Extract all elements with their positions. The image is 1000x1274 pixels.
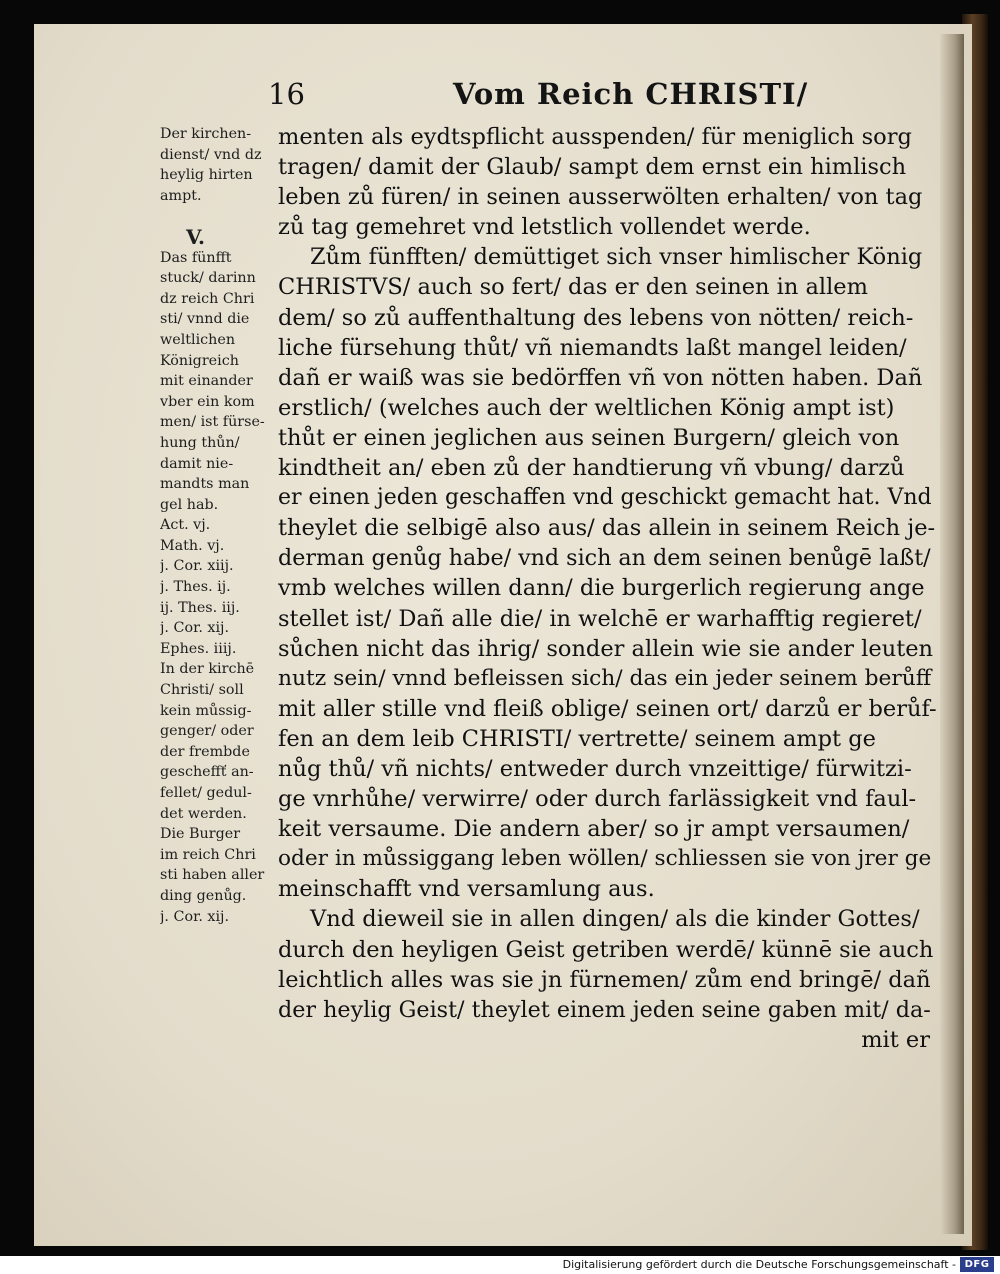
margin-note-line: vber ein kom <box>160 393 255 410</box>
text-line: thůt er einen jeglichen aus seinen Burgern/ gleich von <box>278 424 900 451</box>
text-line: leben zů füren/ in seinen ausserwölten erhalten/ von tag <box>278 184 923 211</box>
margin-note-line: det werden. <box>160 805 247 822</box>
margin-note-line: sti haben aller <box>160 867 265 884</box>
margin-note-line: dienst/ vnd dz <box>160 146 262 163</box>
running-title: Vom Reich CHRISTI/ <box>453 77 809 111</box>
margin-note-line: fellet/ gedul- <box>160 785 252 801</box>
text-line: leichtlich alles was sie jn fürnemen/ zům end bringē/ dañ <box>278 966 931 993</box>
margin-note-line: Die Burger <box>160 826 241 843</box>
margin-note-line: dz reich Chri <box>160 290 255 307</box>
margin-note-line: heylig hirten <box>160 167 253 184</box>
text-line: Zům fünfften/ demüttiget sich vnser himlischer König <box>310 244 923 271</box>
margin-note-line: weltlichen <box>160 331 236 348</box>
margin-note-line: damit nie- <box>160 455 234 472</box>
text-line: durch den heyligen Geist getriben werdē/ künnē sie auch <box>278 936 934 963</box>
margin-note-line: ampt. <box>160 187 202 204</box>
dfg-logo-icon: DFG <box>960 1257 994 1272</box>
text-line: menten als eydtspflicht ausspenden/ für meniglich sorg <box>278 124 912 150</box>
page-header <box>268 74 868 114</box>
text-line: stellet ist/ Dañ alle die/ in welchē er warhafftig regieret/ <box>278 605 922 632</box>
margin-note-line: Act. vj. <box>160 517 211 534</box>
text-line: nůg thů/ vñ nichts/ entweder durch vnzeittige/ fürwitzi- <box>278 755 912 782</box>
margin-note-line <box>160 206 286 227</box>
margin-note-line: j. Cor. xiij. <box>160 558 234 575</box>
text-line: kindtheit an/ eben zů der handtierung vñ vbung/ darzů <box>278 455 905 482</box>
text-line: meinschafft vnd versamlung aus. <box>278 876 655 903</box>
page-number: 16 <box>268 77 305 111</box>
margin-note-line: mit einander <box>160 373 253 390</box>
text-line: ge vnrhůhe/ verwirre/ oder durch farlässigkeit vnd faul- <box>278 786 917 813</box>
margin-note-line: Ephes. iiij. <box>160 640 237 657</box>
text-line: theylet die selbigē also aus/ das allein in seinem Reich je- <box>278 515 936 542</box>
margin-note-line: kein můssig- <box>160 702 252 719</box>
margin-note-line: gel hab. <box>160 496 219 513</box>
text-line: dañ er waiß was sie bedörffen vñ von nötten haben. Dañ <box>278 364 923 391</box>
margin-note-line: mandts man <box>160 476 250 493</box>
margin-note-line: j. Cor. xij. <box>160 908 230 925</box>
text-line: er einen jeden geschaffen vnd geschickt gemacht hat. Vnd <box>278 485 932 511</box>
margin-note-line: Der kirchen- <box>160 126 252 142</box>
text-line: Vnd dieweil sie in allen dingen/ als die kinder Gottes/ <box>310 906 920 933</box>
margin-note-line: Das fünfft <box>160 249 232 266</box>
margin-note-line: im reich Chri <box>160 846 256 863</box>
margin-notes <box>160 124 286 1024</box>
section-numeral: V. <box>186 224 205 249</box>
margin-note-line: Christi/ soll <box>160 682 244 699</box>
margin-note-line: gescheffť an- <box>160 764 254 781</box>
margin-note-line: j. Thes. ij. <box>160 579 231 596</box>
text-line: erstlich/ (welches auch der weltlichen König ampt ist) <box>278 394 895 421</box>
margin-note-line: Math. vj. <box>160 537 225 554</box>
text-line: keit versaume. Die andern aber/ so jr ampt versaumen/ <box>278 816 910 843</box>
margin-note-line: stuck/ darinn <box>160 270 256 287</box>
funding-credit: Digitalisierung gefördert durch die Deutsche Forschungsgemeinschaft - <box>562 1258 956 1271</box>
margin-note-line: j. Cor. xij. <box>160 620 230 637</box>
text-line: fen an dem leib CHRISTI/ vertrette/ seinem ampt ge <box>278 725 876 752</box>
main-text-column <box>278 122 938 1053</box>
margin-note-line: der frembde <box>160 743 250 760</box>
margin-note-line: genger/ oder <box>160 723 254 740</box>
text-line: dem/ so zů auffenthaltung des lebens von nötten/ reich- <box>278 304 914 331</box>
text-line: liche fürsehung thůt/ vñ niemandts laßt mangel leiden/ <box>278 334 907 361</box>
margin-note-line: men/ ist fürse- <box>160 414 265 431</box>
footer-bar <box>0 1256 1000 1274</box>
margin-note-line: In der kirchē <box>160 661 255 678</box>
text-line: mit aller stille vnd fleiß oblige/ seinen ort/ darzů er berůf- <box>278 695 937 722</box>
text-line: oder in můssiggang leben wöllen/ schliessen sie von jrer ge <box>278 846 932 872</box>
text-line: sůchen nicht das ihrig/ sonder allein wie sie ander leuten <box>278 635 934 662</box>
text-line: zů tag gemehret vnd letstlich vollendet werde. <box>278 214 811 241</box>
margin-note-line: ding genůg. <box>160 887 247 904</box>
text-line: vmb welches willen dann/ die burgerlich regierung ange <box>278 575 925 602</box>
text-line: tragen/ damit der Glaub/ sampt dem ernst ein himlisch <box>278 154 907 181</box>
margin-note-line: hung thůn/ <box>160 434 240 451</box>
text-line: CHRISTVS/ auch so fert/ das er den seinen in allem <box>278 274 868 301</box>
margin-note-line: Königreich <box>160 352 239 369</box>
page-gutter-shadow <box>940 34 964 1234</box>
text-line: nutz sein/ vnnd befleissen sich/ das ein jeder seinem berůff <box>278 665 932 691</box>
margin-note-line: ij. Thes. iij. <box>160 599 240 616</box>
text-line: derman genůg habe/ vnd sich an dem seinen benůgē laßt/ <box>278 545 931 572</box>
margin-note-line: sti/ vnnd die <box>160 311 250 328</box>
text-line: der heylig Geist/ theylet einem jeden seine gaben mit/ da- <box>278 996 931 1023</box>
catchword: mit er <box>861 1026 930 1053</box>
